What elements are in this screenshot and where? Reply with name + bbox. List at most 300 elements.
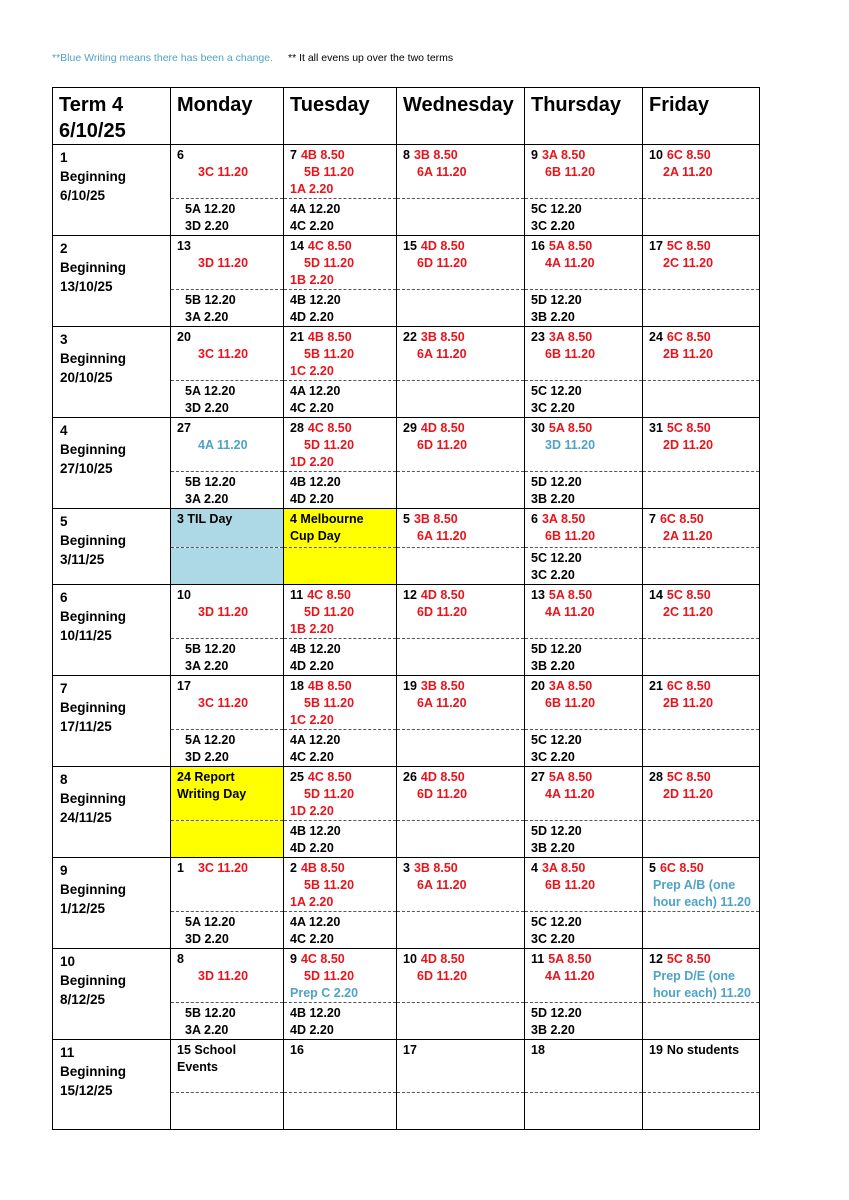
day-number: 10 — [403, 952, 417, 966]
class-entry: 5D 12.20 — [531, 824, 582, 838]
day-line — [290, 769, 392, 786]
class-entry: 5B 12.20 — [185, 642, 236, 656]
cell-thursday-top — [525, 418, 643, 472]
day-number: 3 TIL Day — [177, 512, 233, 526]
cell-wednesday-top — [397, 145, 525, 199]
class-entry: 4B 8.50 — [300, 148, 345, 162]
week-label — [53, 858, 171, 949]
cell-monday-top — [171, 767, 284, 821]
week-date: 8/12/25 — [60, 992, 106, 1007]
class-entry: 3C 2.20 — [531, 401, 575, 415]
cell-tuesday-top — [284, 145, 397, 199]
day-number: 17 — [177, 679, 191, 693]
day-line — [177, 329, 279, 346]
cell-friday-top — [643, 236, 760, 290]
week-date: 13/10/25 — [60, 279, 113, 294]
cell-wednesday-top — [397, 418, 525, 472]
day-number: 5 — [649, 861, 656, 875]
day-number: 30 — [531, 421, 545, 435]
day-line — [531, 511, 638, 528]
class-entry: 5A 12.20 — [185, 915, 236, 929]
day-number: 16 — [531, 239, 545, 253]
class-entry: 6D 11.20 — [417, 969, 468, 983]
class-entry: 2C 11.20 — [663, 256, 714, 270]
class-entry: 4D 8.50 — [420, 421, 465, 435]
cell-wednesday-bottom — [397, 472, 525, 509]
class-entry: 5A 8.50 — [548, 421, 593, 435]
class-entry: 5D 12.20 — [531, 1006, 582, 1020]
day-line — [290, 147, 392, 164]
week-date: 17/11/25 — [60, 719, 112, 734]
cell-wednesday-bottom — [397, 381, 525, 418]
cell-tuesday-bottom — [284, 199, 397, 236]
cell-thursday-top — [525, 145, 643, 199]
cell-friday-bottom — [643, 1003, 760, 1040]
week-label: Beginning — [60, 882, 126, 897]
cell-wednesday-top — [397, 327, 525, 381]
cell-monday-top — [171, 509, 284, 548]
day-line — [649, 769, 755, 786]
class-entry: 5D 12.20 — [531, 293, 582, 307]
cell-monday-bottom — [171, 1093, 284, 1130]
cell-wednesday-bottom — [397, 639, 525, 676]
class-entry: 5D 11.20 — [304, 787, 355, 801]
class-entry: 5D 11.20 — [304, 256, 355, 270]
cell-monday-bottom — [171, 472, 284, 509]
day-line — [177, 951, 279, 968]
day-line — [177, 420, 279, 437]
day-number: 13 — [177, 239, 191, 253]
class-entry: 3A 8.50 — [548, 330, 593, 344]
class-entry: 6A 11.20 — [417, 878, 467, 892]
cell-wednesday-bottom — [397, 1093, 525, 1130]
day-number: 19 — [649, 1043, 663, 1057]
term-header: Term 4 6/10/25 — [53, 88, 171, 145]
cell-tuesday-top — [284, 327, 397, 381]
day-header-friday: Friday — [643, 88, 760, 145]
cell-friday-bottom — [643, 821, 760, 858]
cell-thursday-bottom — [525, 548, 643, 585]
day-line — [649, 860, 755, 877]
cell-friday-top — [643, 858, 760, 912]
class-entry: 5D 12.20 — [531, 475, 582, 489]
cell-wednesday-bottom — [397, 821, 525, 858]
week-label: Beginning — [60, 533, 126, 548]
cell-monday-bottom — [171, 639, 284, 676]
week-date: 6/10/25 — [60, 188, 106, 203]
class-entry: hour each) 11.20 — [653, 986, 751, 1000]
day-line — [649, 678, 755, 695]
cell-thursday-top — [525, 585, 643, 639]
day-number: 7 — [649, 512, 656, 526]
cell-monday-bottom — [171, 290, 284, 327]
week-label — [53, 949, 171, 1040]
class-entry: 3B 2.20 — [531, 1023, 575, 1037]
class-entry: 5C 12.20 — [531, 202, 582, 216]
day-header-tuesday: Tuesday — [284, 88, 397, 145]
day-number: 8 — [177, 952, 184, 966]
class-entry: Prep C 2.20 — [290, 986, 359, 1000]
class-entry: 3B 2.20 — [531, 492, 575, 506]
class-entry: 4C 2.20 — [290, 932, 334, 946]
day-number: 18 — [290, 679, 304, 693]
change-note: **Blue Writing means there has been a change. — [52, 52, 274, 64]
day-number: 3 — [403, 861, 410, 875]
class-entry: 5C 12.20 — [531, 733, 582, 747]
week-num: 2 — [60, 241, 68, 256]
cell-monday-top — [171, 418, 284, 472]
week-row — [53, 145, 760, 199]
week-date: 20/10/25 — [60, 370, 113, 385]
week-date: 1/12/25 — [60, 901, 106, 916]
timetable — [52, 87, 760, 1130]
class-entry: 2A 11.20 — [663, 165, 713, 179]
class-entry: 6D 11.20 — [417, 605, 468, 619]
day-number: 1 — [177, 861, 184, 875]
day-number: 14 — [649, 588, 663, 602]
cell-thursday-bottom — [525, 730, 643, 767]
class-entry: 6B 11.20 — [545, 165, 596, 179]
cell-monday-top — [171, 949, 284, 1003]
day-number: 12 — [649, 952, 663, 966]
day-number: 9 — [290, 952, 297, 966]
class-entry: 6A 11.20 — [417, 696, 467, 710]
day-number: 19 — [403, 679, 417, 693]
class-entry: 4C 8.50 — [300, 952, 345, 966]
cell-monday-top — [171, 1040, 284, 1093]
week-num: 7 — [60, 681, 68, 696]
cell-tuesday-top — [284, 949, 397, 1003]
cell-monday-bottom — [171, 381, 284, 418]
week-row — [53, 327, 760, 381]
cell-monday-top — [171, 236, 284, 290]
day-number: 26 — [403, 770, 417, 784]
day-line — [531, 1042, 638, 1059]
class-entry: 3B 8.50 — [413, 512, 458, 526]
cell-friday-top — [643, 327, 760, 381]
class-entry: 3D 2.20 — [185, 750, 229, 764]
cell-friday-top — [643, 585, 760, 639]
class-entry: 3C 2.20 — [531, 750, 575, 764]
cell-tuesday-top — [284, 1040, 397, 1093]
week-date: 10/11/25 — [60, 628, 112, 643]
cell-friday-bottom — [643, 548, 760, 585]
cell-thursday-bottom — [525, 821, 643, 858]
class-entry: 4D 2.20 — [290, 841, 334, 855]
class-entry: 4D 8.50 — [420, 239, 465, 253]
cell-tuesday-bottom — [284, 548, 397, 585]
class-entry: 3C 11.20 — [198, 165, 249, 179]
day-line — [290, 678, 392, 695]
cell-wednesday-top — [397, 585, 525, 639]
day-number: 17 — [403, 1043, 417, 1057]
week-num: 6 — [60, 590, 68, 605]
class-entry: 4A 12.20 — [290, 384, 341, 398]
week-num: 5 — [60, 514, 68, 529]
week-num: 8 — [60, 772, 68, 787]
day-number: 13 — [531, 588, 545, 602]
class-entry: 3C 2.20 — [531, 219, 575, 233]
cell-thursday-top — [525, 509, 643, 548]
class-entry: 6C 8.50 — [666, 330, 711, 344]
class-entry: 4B 12.20 — [290, 475, 341, 489]
class-entry: 5C 8.50 — [666, 421, 711, 435]
cell-monday-bottom — [171, 1003, 284, 1040]
day-number: 9 — [531, 148, 538, 162]
day-line — [177, 860, 279, 877]
week-label: Beginning — [60, 973, 126, 988]
class-entry: 3B 2.20 — [531, 310, 575, 324]
class-entry: 5B 11.20 — [304, 347, 355, 361]
week-label — [53, 145, 171, 236]
cell-tuesday-bottom — [284, 381, 397, 418]
day-line — [649, 329, 755, 346]
cell-tuesday-bottom — [284, 912, 397, 949]
class-entry: 4A 11.20 — [198, 438, 248, 452]
class-entry: 4B 12.20 — [290, 1006, 341, 1020]
day-line — [649, 147, 755, 164]
day-line — [403, 147, 520, 164]
day-number: 2 — [290, 861, 297, 875]
cell-friday-top — [643, 949, 760, 1003]
week-label — [53, 236, 171, 327]
class-entry: 6A 11.20 — [417, 529, 467, 543]
cell-monday-top — [171, 676, 284, 730]
cell-thursday-top — [525, 1040, 643, 1093]
class-entry: 3D 2.20 — [185, 932, 229, 946]
day-number: 12 — [403, 588, 417, 602]
class-entry: 15 School — [177, 1043, 237, 1057]
week-label — [53, 418, 171, 509]
cell-wednesday-top — [397, 767, 525, 821]
class-entry: 1B 2.20 — [290, 273, 334, 287]
day-line — [403, 238, 520, 255]
day-number: 11 — [290, 588, 304, 602]
cell-friday-top — [643, 676, 760, 730]
class-entry: 2D 11.20 — [663, 438, 714, 452]
class-entry: 4C 8.50 — [307, 239, 352, 253]
day-number: 18 — [531, 1043, 545, 1057]
class-entry: 3A 8.50 — [541, 861, 586, 875]
week-row — [53, 949, 760, 1003]
class-entry: 5A 8.50 — [548, 239, 593, 253]
class-entry: 5B 12.20 — [185, 293, 236, 307]
cell-wednesday-top — [397, 236, 525, 290]
class-entry: 4A 12.20 — [290, 202, 341, 216]
class-entry: 6B 11.20 — [545, 347, 596, 361]
class-entry: 6D 11.20 — [417, 438, 468, 452]
cell-tuesday-top — [284, 236, 397, 290]
cell-tuesday-bottom — [284, 821, 397, 858]
class-entry: 5C 12.20 — [531, 915, 582, 929]
day-number: 6 — [177, 148, 184, 162]
class-entry: 5A 12.20 — [185, 733, 236, 747]
week-row — [53, 676, 760, 730]
day-line — [290, 329, 392, 346]
day-line — [531, 769, 638, 786]
class-entry: 6B 11.20 — [545, 529, 596, 543]
evens-note: ** It all evens up over the two terms — [288, 52, 454, 64]
day-number: 11 — [531, 952, 545, 966]
class-entry: 6C 8.50 — [659, 512, 704, 526]
class-entry: 3A 8.50 — [541, 512, 586, 526]
cell-monday-bottom — [171, 199, 284, 236]
class-entry: 5A 8.50 — [548, 952, 592, 966]
cell-thursday-top — [525, 236, 643, 290]
week-num: 9 — [60, 863, 68, 878]
class-entry: 5B 12.20 — [185, 1006, 236, 1020]
class-entry: 3C 11.20 — [197, 861, 248, 875]
day-number: 24 — [649, 330, 663, 344]
cell-tuesday-top — [284, 858, 397, 912]
cell-thursday-bottom — [525, 472, 643, 509]
cell-thursday-top — [525, 676, 643, 730]
day-header-wednesday: Wednesday — [397, 88, 525, 145]
cell-friday-bottom — [643, 912, 760, 949]
week-num: 11 — [60, 1045, 75, 1060]
day-line — [403, 860, 520, 877]
day-line — [649, 951, 755, 968]
cell-thursday-bottom — [525, 199, 643, 236]
class-entry: 4D 8.50 — [420, 588, 465, 602]
class-entry: 6A 11.20 — [417, 347, 467, 361]
class-entry: 6B 11.20 — [545, 696, 596, 710]
class-entry: 4C 8.50 — [307, 770, 352, 784]
day-line — [531, 678, 638, 695]
week-date: 24/11/25 — [60, 810, 112, 825]
day-line — [531, 420, 638, 437]
class-entry: 3D 11.20 — [545, 438, 596, 452]
week-num: 1 — [60, 150, 68, 165]
class-entry: 5C 8.50 — [666, 952, 711, 966]
class-entry: 4A 12.20 — [290, 915, 341, 929]
day-line — [403, 587, 520, 604]
class-entry: 4B 12.20 — [290, 293, 341, 307]
class-entry: 6D 11.20 — [417, 787, 468, 801]
day-line — [531, 147, 638, 164]
day-line — [290, 420, 392, 437]
cell-friday-bottom — [643, 1093, 760, 1130]
class-entry: 5C 8.50 — [666, 770, 711, 784]
cell-friday-bottom — [643, 730, 760, 767]
class-entry: 4A 11.20 — [545, 605, 595, 619]
day-number: 20 — [531, 679, 545, 693]
week-label: Beginning — [60, 351, 126, 366]
week-label: Beginning — [60, 1064, 126, 1079]
week-label: Beginning — [60, 260, 126, 275]
class-entry: 5A 8.50 — [548, 770, 593, 784]
day-number: 28 — [649, 770, 663, 784]
cell-wednesday-top — [397, 949, 525, 1003]
cell-monday-bottom — [171, 548, 284, 585]
week-label: Beginning — [60, 442, 126, 457]
cell-monday-top — [171, 327, 284, 381]
class-entry: 4 Melbourne — [290, 512, 364, 526]
class-entry: 4A 11.20 — [545, 787, 595, 801]
cell-tuesday-bottom — [284, 290, 397, 327]
class-entry: 3D 11.20 — [198, 969, 249, 983]
cell-friday-top — [643, 767, 760, 821]
week-num: 10 — [60, 954, 76, 969]
week-row — [53, 236, 760, 290]
day-header-thursday: Thursday — [525, 88, 643, 145]
day-line — [177, 511, 279, 528]
class-entry: Cup Day — [290, 529, 341, 543]
day-line — [403, 329, 520, 346]
cell-friday-bottom — [643, 381, 760, 418]
class-entry: 5C 12.20 — [531, 551, 582, 565]
cell-thursday-top — [525, 858, 643, 912]
class-entry: 6C 8.50 — [659, 861, 704, 875]
class-entry: 3C 11.20 — [198, 696, 249, 710]
class-entry: 5D 11.20 — [304, 969, 355, 983]
week-label — [53, 676, 171, 767]
day-line — [177, 147, 279, 164]
cell-friday-top — [643, 509, 760, 548]
cell-thursday-top — [525, 949, 643, 1003]
class-entry: 2A 11.20 — [663, 529, 713, 543]
week-label — [53, 509, 171, 585]
day-line — [177, 587, 279, 604]
class-entry: 5A 8.50 — [548, 588, 593, 602]
week-label — [53, 767, 171, 858]
class-entry: 6C 8.50 — [666, 148, 711, 162]
class-entry: 3A 8.50 — [541, 148, 586, 162]
week-date: 27/10/25 — [60, 461, 113, 476]
class-entry: 3B 8.50 — [413, 861, 458, 875]
class-entry: 4D 8.50 — [420, 952, 465, 966]
class-entry: 3D 11.20 — [198, 605, 249, 619]
cell-tuesday-bottom — [284, 472, 397, 509]
cell-monday-bottom — [171, 730, 284, 767]
week-row — [53, 1040, 760, 1093]
class-entry: Writing Day — [177, 787, 247, 801]
cell-tuesday-bottom — [284, 730, 397, 767]
class-entry: 4D 2.20 — [290, 310, 334, 324]
day-line — [290, 587, 392, 604]
day-number: 17 — [649, 239, 663, 253]
class-entry: hour each) 11.20 — [653, 895, 751, 909]
cell-friday-top — [643, 418, 760, 472]
cell-tuesday-top — [284, 676, 397, 730]
week-num: 3 — [60, 332, 68, 347]
class-entry: 2D 11.20 — [663, 787, 714, 801]
week-date: 15/12/25 — [60, 1083, 113, 1098]
cell-friday-bottom — [643, 639, 760, 676]
day-number: 31 — [649, 421, 663, 435]
cell-tuesday-bottom — [284, 639, 397, 676]
class-entry: 24 Report — [177, 770, 235, 784]
day-number: 15 — [403, 239, 417, 253]
day-line — [649, 238, 755, 255]
cell-tuesday-bottom — [284, 1003, 397, 1040]
cell-thursday-bottom — [525, 1093, 643, 1130]
day-line — [649, 511, 755, 528]
day-line — [531, 238, 638, 255]
day-line — [177, 238, 279, 255]
class-entry: 1A 2.20 — [290, 895, 334, 909]
class-entry: 3C 2.20 — [531, 932, 575, 946]
class-entry: 4C 8.50 — [307, 421, 352, 435]
day-number: 27 — [531, 770, 545, 784]
day-number: 7 — [290, 148, 297, 162]
class-entry: Events — [177, 1060, 218, 1074]
class-entry: Prep A/B (one — [653, 878, 736, 892]
class-entry: 4B 12.20 — [290, 824, 341, 838]
cell-monday-top — [171, 858, 284, 912]
class-entry: 4C 8.50 — [307, 588, 351, 602]
class-entry: 4C 2.20 — [290, 401, 334, 415]
